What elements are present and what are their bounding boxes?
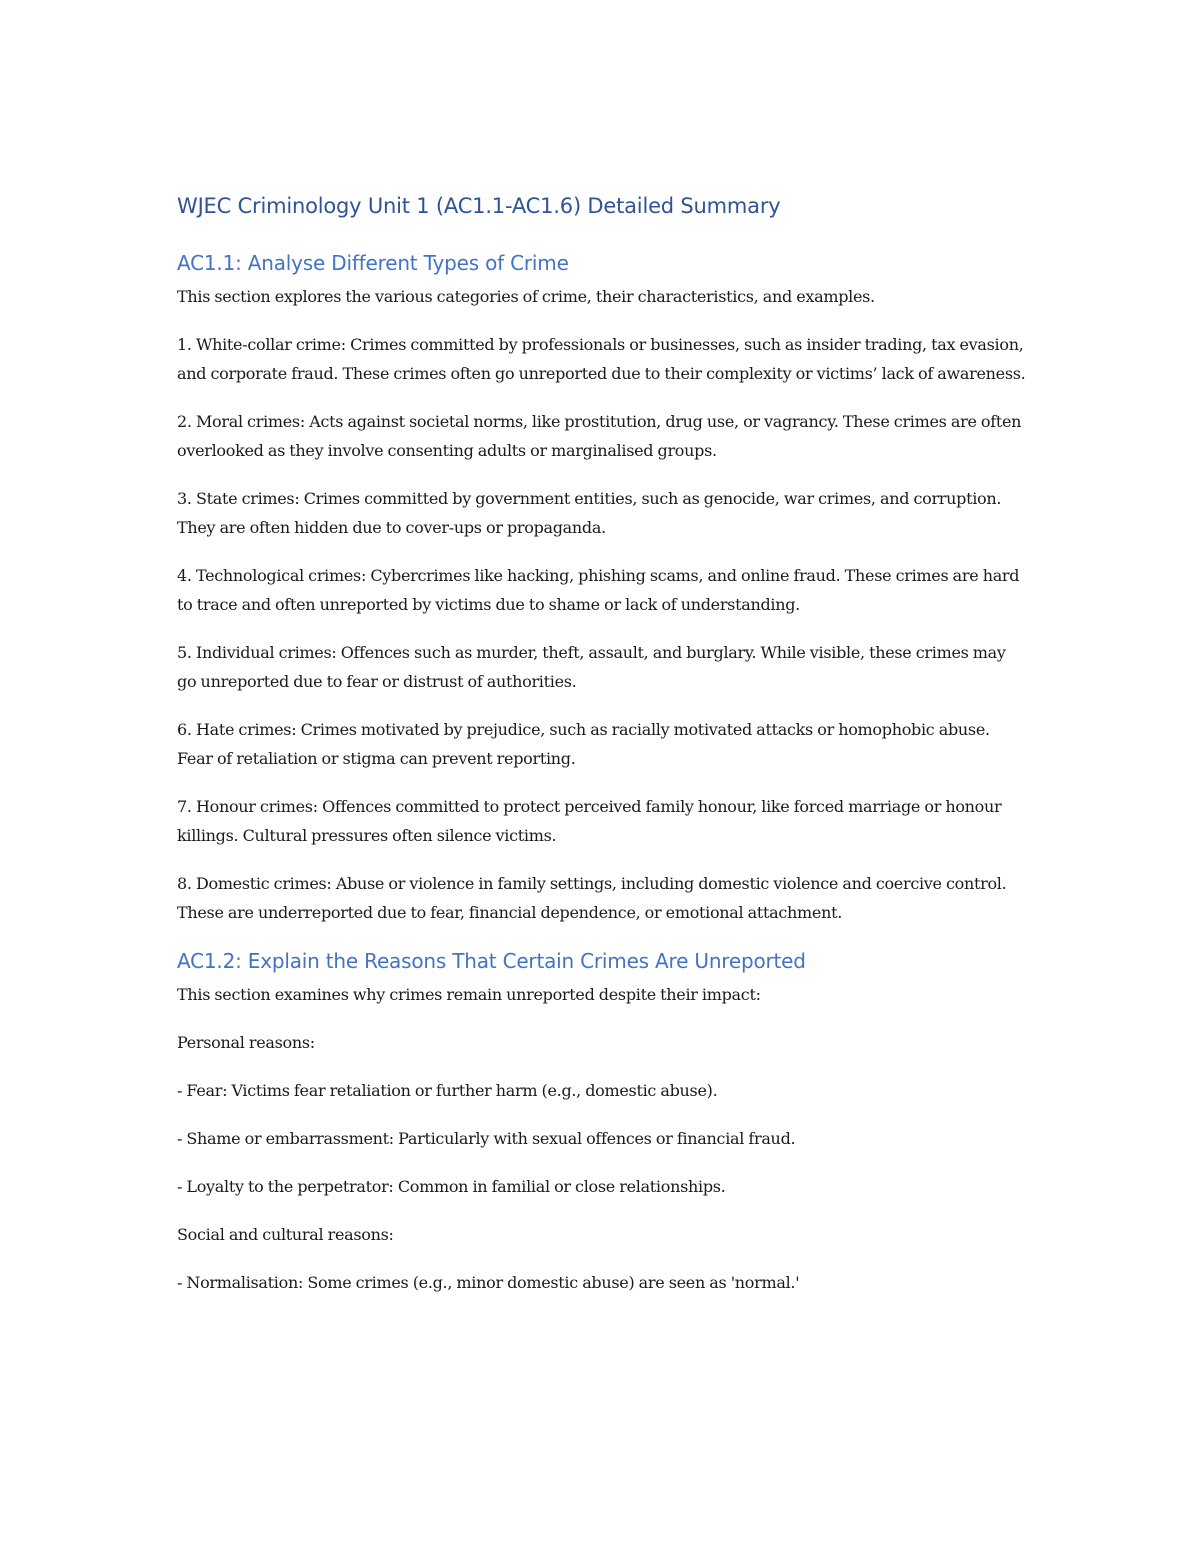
- paragraph: Social and cultural reasons:: [177, 1225, 394, 1244]
- paragraph: 5. Individual crimes: Offences such as murder, theft, assault, and burglary. While visible, these crimes may go unreported due to fear or distrust of authorities.: [177, 643, 1006, 691]
- list-item: - Loyalty to the perpetrator: Common in familial or close relationships.: [177, 1177, 726, 1196]
- paragraph: This section examines why crimes remain unreported despite their impact:: [177, 985, 761, 1004]
- section-ac1-1: [177, 248, 1027, 927]
- paragraph: 7. Honour crimes: Offences committed to protect perceived family honour, like forced marriage or honour killings. Cultural pressures often silence victims.: [177, 797, 1002, 845]
- paragraph: 4. Technological crimes: Cybercrimes like hacking, phishing scams, and online fraud. These crimes are hard to trace and often unreported by victims due to shame or lack of understanding.: [177, 566, 1020, 614]
- section-ac1-2: [177, 946, 1027, 1297]
- paragraph: This section explores the various categories of crime, their characteristics, and examples.: [177, 287, 875, 306]
- list-item: - Fear: Victims fear retaliation or further harm (e.g., domestic abuse).: [177, 1081, 718, 1100]
- paragraph: 6. Hate crimes: Crimes motivated by prejudice, such as racially motivated attacks or homophobic abuse. Fear of retaliation or stigma can prevent reporting.: [177, 720, 990, 768]
- list-item: - Shame or embarrassment: Particularly with sexual offences or financial fraud.: [177, 1129, 796, 1148]
- list-item: - Normalisation: Some crimes (e.g., minor domestic abuse) are seen as 'normal.': [177, 1273, 800, 1292]
- section-heading: AC1.2: Explain the Reasons That Certain Crimes Are Unreported: [177, 949, 806, 973]
- document-body: [177, 190, 1027, 1316]
- paragraph: 1. White-collar crime: Crimes committed by professionals or businesses, such as insider trading, tax evasion, and corporate fraud. These crimes often go unreported due to their complexity or victims’ lack of awareness.: [177, 335, 1026, 383]
- paragraph: Personal reasons:: [177, 1033, 315, 1052]
- document-title: WJEC Criminology Unit 1 (AC1.1-AC1.6) Detailed Summary: [177, 194, 781, 218]
- paragraph: 2. Moral crimes: Acts against societal norms, like prostitution, drug use, or vagrancy. These crimes are often overlooked as they involve consenting adults or marginalised groups.: [177, 412, 1022, 460]
- paragraph: 3. State crimes: Crimes committed by government entities, such as genocide, war crimes, and corruption. They are often hidden due to cover-ups or propaganda.: [177, 489, 1002, 537]
- paragraph: 8. Domestic crimes: Abuse or violence in family settings, including domestic violence and coercive control. These are underreported due to fear, financial dependence, or emotional attachment.: [177, 874, 1007, 922]
- section-heading: AC1.1: Analyse Different Types of Crime: [177, 251, 569, 275]
